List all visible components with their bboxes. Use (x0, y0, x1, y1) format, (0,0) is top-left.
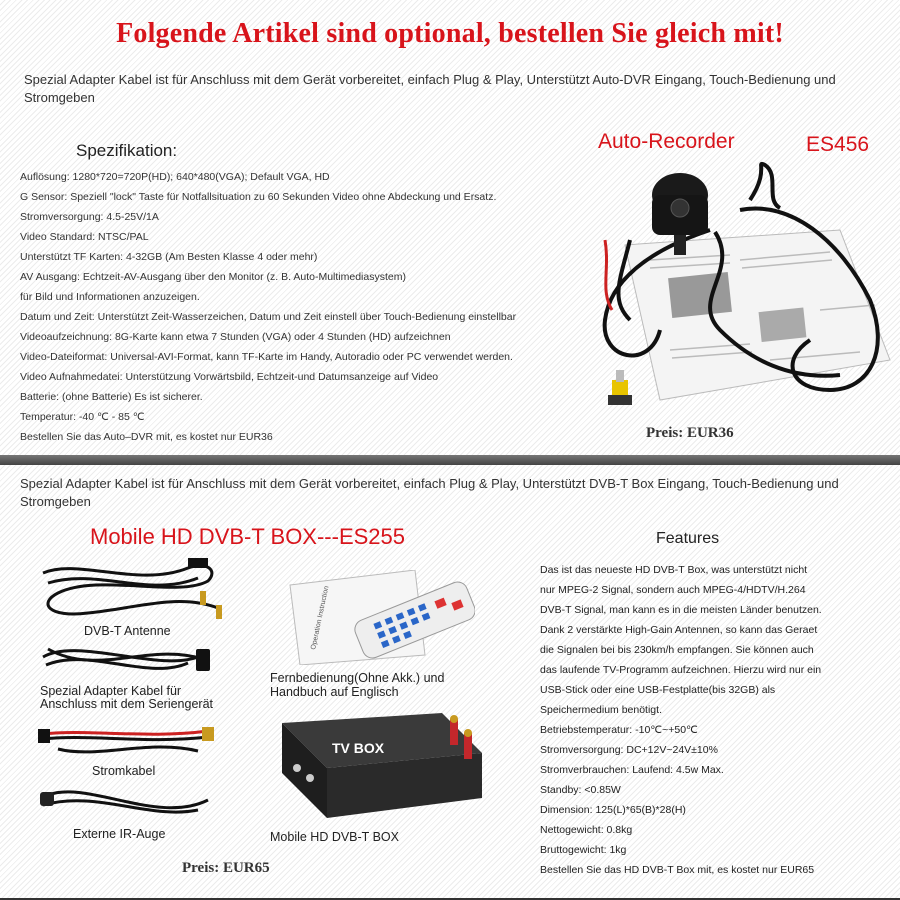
feature-item: Das ist das neueste HD DVB-T Box, was unterstützt nicht (540, 564, 808, 576)
power-cable-caption: Stromkabel (92, 764, 156, 778)
ir-eye-caption: Externe IR-Auge (73, 827, 166, 841)
manual-text: Operation Instruction (310, 585, 331, 651)
antenna-caption: DVB-T Antenne (84, 624, 171, 638)
spec-item: Batterie: (ohne Batterie) Es ist sicherer. (20, 391, 203, 403)
feature-item: das laufende TV-Programm aufzeichnen. Hierzu wird nur ein (540, 664, 822, 676)
recorder-price: Preis: EUR36 (646, 425, 734, 441)
spec-item: Video Aufnahmedatei: Unterstützung Vorwärtsbild, Echtzeit-und Datumsanzeige auf Video (20, 371, 439, 383)
spec-item: AV Ausgang: Echtzeit-AV-Ausgang über den Monitor (z. B. Auto-Multimediasystem) (20, 271, 406, 283)
feature-item: Standby: <0.85W (540, 784, 621, 796)
feature-item: Nettogewicht: 0.8kg (540, 824, 633, 836)
tv-box-label: TV BOX (332, 740, 385, 756)
feature-item: Speichermedium benötigt. (540, 704, 662, 716)
auto-recorder-photo (590, 160, 895, 422)
spec-item: Video Standard: NTSC/PAL (20, 231, 149, 243)
feature-item: Stromversorgung: DC+12V~24V±10% (540, 744, 718, 756)
section-divider (0, 455, 900, 465)
feature-item: DVB-T Signal, man kann es in die meisten Länder benutzen. (540, 604, 822, 616)
spec-list (20, 167, 600, 447)
power-cable-photo (38, 719, 218, 763)
dvbt-intro: Spezial Adapter Kabel ist für Anschluss mit dem Gerät vorbereitet, einfach Plug & Play, Unterstützt DVB-T Box Eingang, Touch-Bedienung und Stromgeben (20, 476, 839, 509)
feature-item: USB-Stick oder eine USB-Festplatte(bis 32GB) als (540, 684, 776, 696)
page-title: Folgende Artikel sind optional, bestellen Sie gleich mit! (116, 18, 784, 49)
feature-item: nur MPEG-2 Signal, sondern auch MPEG-4/HDTV/H.264 (540, 584, 806, 596)
adapter-cable-photo (38, 637, 218, 681)
spec-item: Videoaufzeichnung: 8G-Karte kann etwa 7 Stunden (VGA) oder 4 Stunden (HD) aufzeichnen (20, 331, 451, 343)
adapter-caption-line2: Anschluss mit dem Seriengerät (40, 697, 213, 711)
spec-item: Unterstützt TF Karten: 4-32GB (Am Besten Klasse 4 oder mehr) (20, 251, 318, 263)
dvbt-price: Preis: EUR65 (182, 860, 270, 876)
feature-item: Stromverbrauchen: Laufend: 4.5w Max. (540, 764, 724, 776)
tv-box-photo (272, 713, 487, 823)
spec-item: für Bild und Informationen anzuzeigen. (20, 291, 200, 303)
remote-manual-photo (275, 570, 475, 665)
spec-item: Datum und Zeit: Unterstützt Zeit-Wasserzeichen, Datum und Zeit einstell über Touch-Bedienung einstellbar (20, 311, 517, 323)
features-heading: Features (656, 530, 720, 547)
spec-heading: Spezifikation: (76, 141, 178, 160)
adapter-caption-line1: Spezial Adapter Kabel für (40, 684, 182, 698)
dvbt-product-title: Mobile HD DVB-T BOX---ES255 (90, 524, 406, 549)
antenna-photo (38, 553, 238, 625)
spec-item: Video-Dateiformat: Universal-AVI-Format, kann TF-Karte im Handy, Autoradio oder PC verwendet werden. (20, 351, 513, 363)
tv-box-caption: Mobile HD DVB-T BOX (270, 830, 399, 844)
spec-item: Auflösung: 1280*720=720P(HD); 640*480(VGA); Default VGA, HD (20, 171, 330, 183)
ir-eye-photo (38, 780, 218, 826)
remote-caption-line1: Fernbedienung(Ohne Akk.) und (270, 671, 445, 685)
spec-item: Stromversorgung: 4.5-25V/1A (20, 211, 159, 223)
feature-item: Betriebstemperatur: -10℃~+50℃ (540, 724, 698, 736)
dvbt-box-panel (0, 465, 900, 900)
feature-item: Bruttogewicht: 1kg (540, 844, 627, 856)
feature-item: Dank 2 verstärkte High-Gain Antennen, so kann das Geraet (540, 624, 818, 636)
recorder-product-code: ES456 (806, 133, 870, 156)
spec-item: Temperatur: -40 ℃ - 85 ℃ (20, 411, 145, 423)
feature-item: die Signalen bei bis 230km/h empfangen. Sie können auch (540, 644, 814, 656)
feature-item: Bestellen Sie das HD DVB-T Box mit, es kostet nur EUR65 (540, 864, 815, 876)
feature-item: Dimension: 125(L)*65(B)*28(H) (540, 804, 686, 816)
remote-caption-line2: Handbuch auf Englisch (270, 685, 399, 699)
spec-item: Bestellen Sie das Auto–DVR mit, es kostet nur EUR36 (20, 431, 273, 443)
recorder-product-label: Auto-Recorder (598, 130, 735, 153)
features-list (540, 560, 895, 880)
spec-item: G Sensor: Speziell "lock" Taste für Notfallsituation zu 60 Sekunden Video ohne Abdeckung und Ersatz. (20, 191, 497, 203)
recorder-intro: Spezial Adapter Kabel ist für Anschluss mit dem Gerät vorbereitet, einfach Plug & Play, Unterstützt Auto-DVR Eingang, Touch-Bedienung und Stromgeben (24, 72, 836, 105)
